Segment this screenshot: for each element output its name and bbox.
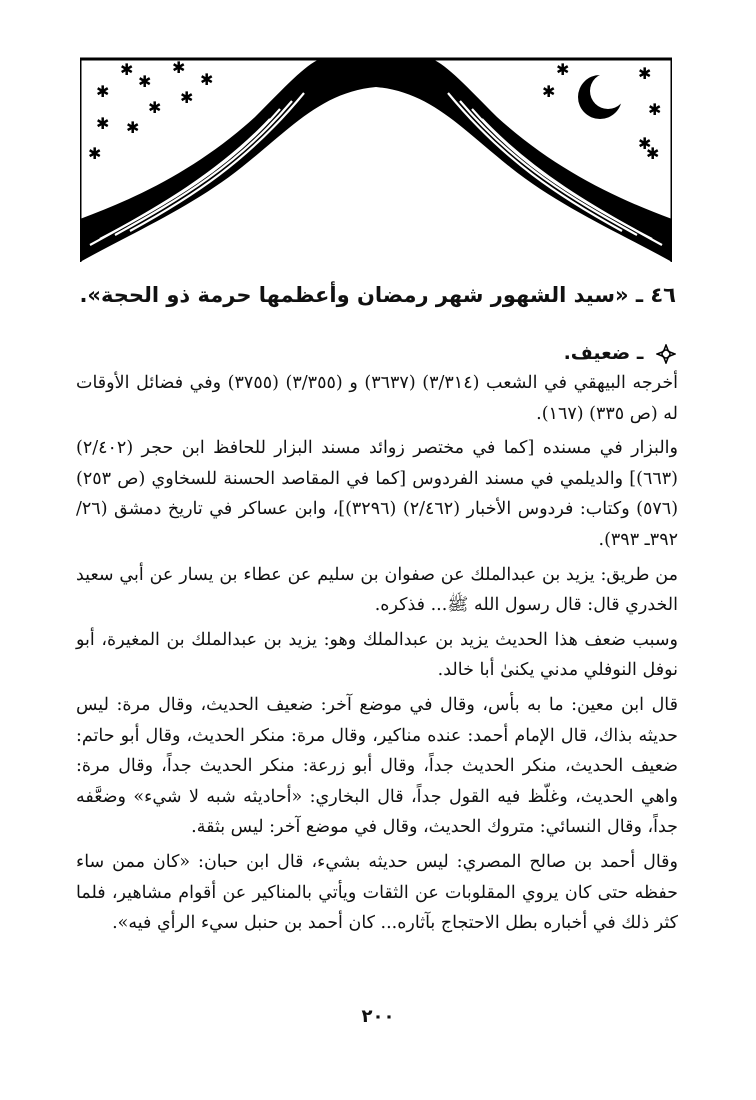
- svg-text:✱: ✱: [138, 72, 152, 91]
- paragraph-1: أخرجه البيهقي في الشعب (٣/٣١٤) (٣٦٣٧) و (٣/٣٥٥) (٣٧٥٥) وفي فضائل الأوقات له (ص ٣٣٥) (١٦٧).: [76, 373, 679, 424]
- svg-text:✱: ✱: [96, 114, 110, 133]
- svg-text:✱: ✱: [556, 60, 570, 79]
- page-number: ٢٠٠: [361, 1006, 395, 1027]
- paragraph-4: وسبب ضعف هذا الحديث يزيد بن عبدالملك وهو: يزيد بن عبدالملك بن المغيرة، أبو نوفل النوفلي مدني يكنىٰ أبا خالد.: [76, 629, 678, 681]
- svg-text:✱: ✱: [542, 82, 556, 101]
- commentary-body: [76, 368, 678, 943]
- svg-text:✱: ✱: [148, 98, 162, 117]
- paragraph-2: والبزار في مسنده [كما في مختصر زوائد مسند البزار للحافظ ابن حجر (٢/٤٠٢) (٦٦٣)] والديلمي في مسند الفردوس [كما في المقاصد الحسنة للسخاوي (ص ٢٥٣) (٥٧٦) وكتاب: فردوس الأخبار (٢/٤٦٢) (٣٢٩٦)]، وابن عساكر في تاريخ دمشق (٢٦/ ٣٩٢ـ ٣٩٣).: [76, 438, 679, 550]
- svg-text:✱: ✱: [648, 100, 662, 119]
- decorative-header-banner: [80, 57, 672, 262]
- svg-text:✱: ✱: [638, 134, 652, 153]
- svg-text:✱: ✱: [646, 144, 660, 163]
- svg-text:✱: ✱: [638, 64, 652, 83]
- flower-bullet-icon: [656, 344, 676, 364]
- paragraph-3: من طريق: يزيد بن عبدالملك عن صفوان بن سليم عن عطاء بن يسار عن أبي سعيد الخدري قال: قال رسول الله ﷺ... فذكره.: [76, 564, 678, 616]
- svg-text:✱: ✱: [172, 58, 186, 77]
- hadith-title: ٤٦ ـ «سيد الشهور شهر رمضان وأعظمها حرمة ذو الحجة».: [79, 283, 676, 307]
- svg-text:✱: ✱: [88, 144, 102, 163]
- svg-text:✱: ✱: [200, 70, 214, 89]
- svg-text:✱: ✱: [126, 118, 140, 137]
- verdict-label: ـ ضعيف.: [563, 342, 644, 364]
- paragraph-5: قال ابن معين: ما به بأس، وقال في موضع آخر: ضعيف الحديث، وقال مرة: ليس حديثه بذاك، قال الإمام أحمد: عنده مناكير، وقال مرة: منكر الحديث، وقال أبو حاتم: ضعيف الحديث، منكر الحديث جداً، وقال أبو زرعة: منكر الحديث جداً، وقال مرة: واهي الحديث، وغلّظ فيه القول جداً، قال البخاري: «أحاديثه شبه لا شيء» وضعَّفه جداً، وقال النسائي: متروك الحديث، وقال في موضع آخر: ليس بثقة.: [76, 694, 678, 838]
- star-icon: [88, 58, 213, 163]
- paragraph-6: وقال أحمد بن صالح المصري: ليس حديثه بشيء، قال ابن حبان: «كان ممن ساء حفظه حتى كان يروي المقلوبات عن الثقات ويأتي بالمناكير عن أقوام مشاهير، فلما كثر ذلك في أخباره بطل الاحتجاج بآثاره... كان أحمد بن حنبل سيء الرأي فيه».: [76, 851, 678, 934]
- svg-text:✱: ✱: [96, 82, 110, 101]
- crescent-moon-icon: [578, 73, 626, 119]
- svg-text:✱: ✱: [120, 60, 134, 79]
- verdict-line: [76, 338, 676, 368]
- svg-text:✱: ✱: [180, 88, 194, 107]
